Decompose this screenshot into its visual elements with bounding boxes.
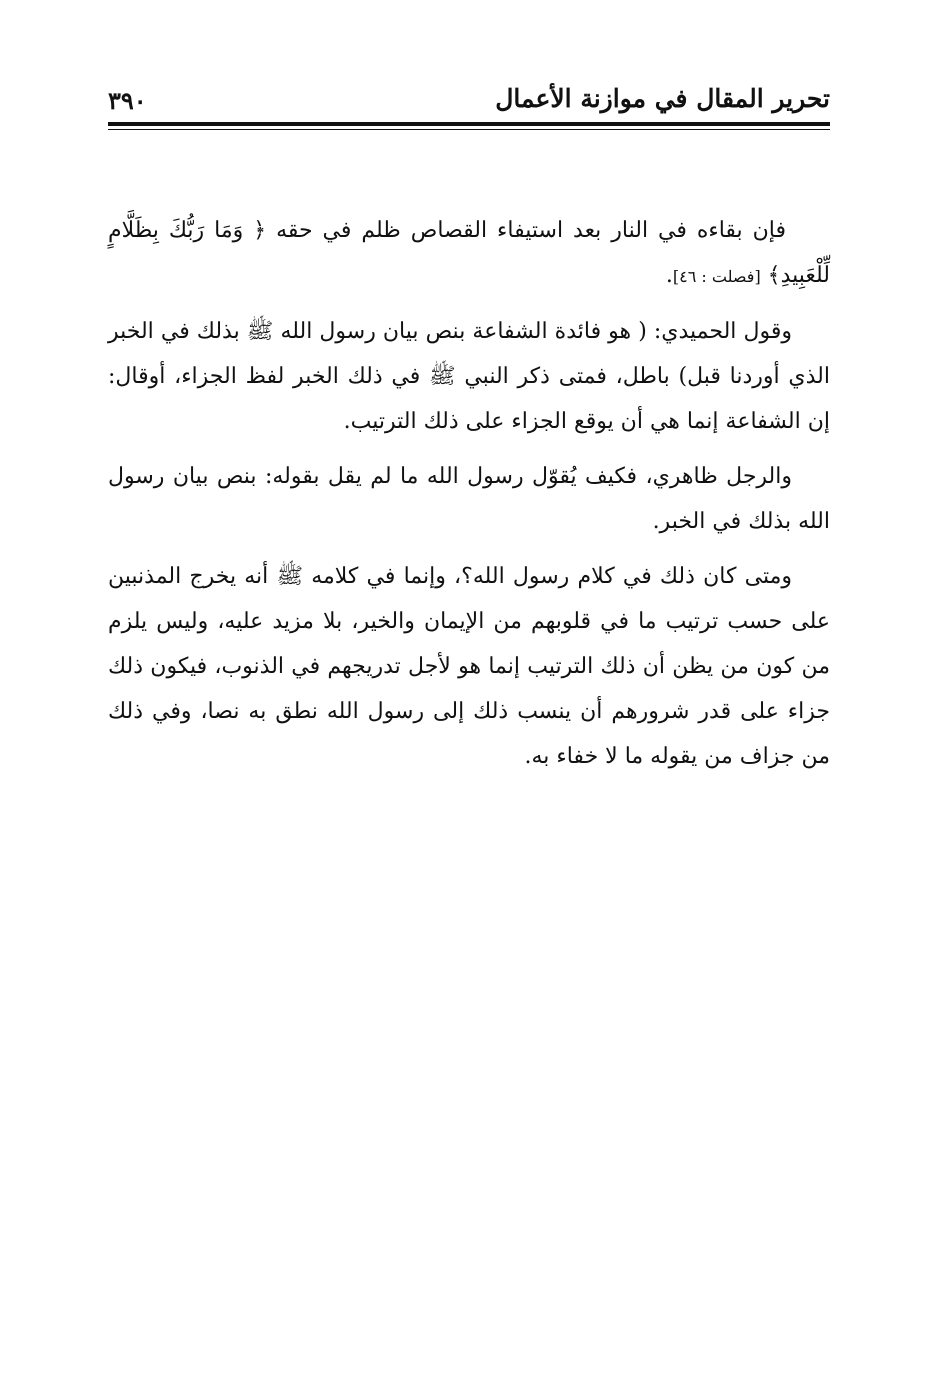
body-text bbox=[108, 208, 830, 789]
page-header bbox=[108, 78, 830, 122]
paragraph-1-end: . bbox=[665, 263, 673, 288]
paragraph-4: ومتى كان ذلك في كلام رسول الله؟، وإنما في كلامه ﷺ أنه يخرج المذنبين على حسب ترتيب ما في قلوبهم من الإيمان والخير، بلا مزيد عليه، وليس يلزم من كون من يظن أن ذلك الترتيب إنما هو لأجل تدريجهم في الذنوب، فيكون ذلك جزاء على قدر شرورهم أن ينسب ذلك إلى رسول الله نطق به نصا، وفي ذلك من جزاف من يقوله ما لا خفاء به. bbox=[108, 564, 830, 769]
page-number: ٣٩٠ bbox=[108, 86, 147, 115]
running-title: تحرير المقال في موازنة الأعمال bbox=[495, 84, 830, 113]
paragraph-3: والرجل ظاهري، فكيف يُقوّل رسول الله ما لم يقل بقوله: بنص بيان رسول الله بذلك في الخبر. bbox=[108, 464, 830, 534]
paragraph-1-text: فإن بقاءه في النار بعد استيفاء القصاص ظلم في حقه ﴿ وَمَا رَبُّكَ بِظَلَّامٍ لِّلْعَبِيدِ﴾ bbox=[108, 218, 830, 288]
paragraph-2: وقول الحميدي: ( هو فائدة الشفاعة بنص بيان رسول الله ﷺ بذلك في الخبر الذي أوردنا قبل) باطل، فمتى ذكر النبي ﷺ في ذلك الخبر لفظ الجزاء، أوقال: إن الشفاعة إنما هي أن يوقع الجزاء على ذلك الترتيب. bbox=[108, 319, 830, 434]
header-rule-thin bbox=[108, 129, 830, 130]
header-rule-thick bbox=[108, 122, 830, 126]
paragraph-1 bbox=[108, 208, 830, 299]
quran-citation: [فصلت : ٤٦] bbox=[672, 267, 761, 286]
